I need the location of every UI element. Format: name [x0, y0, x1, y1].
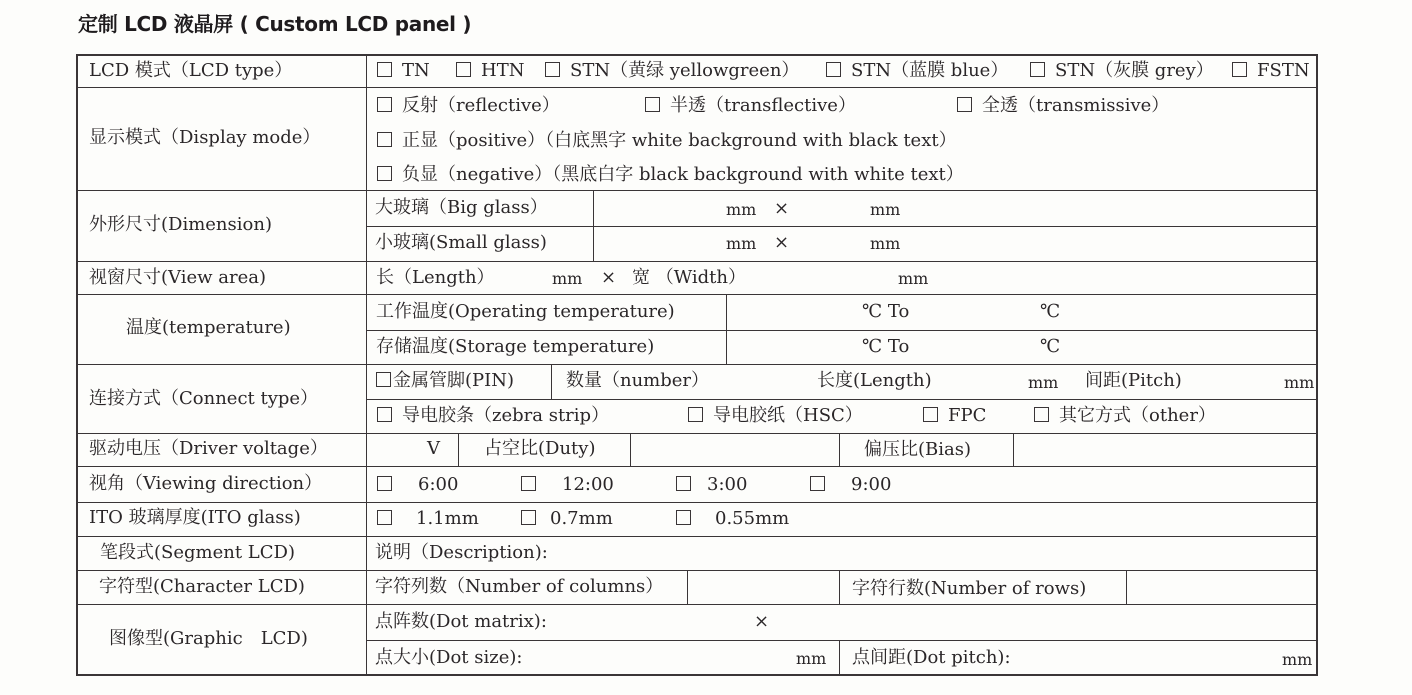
checkbox[interactable]: [810, 476, 825, 491]
checkbox[interactable]: [377, 510, 392, 525]
character-lcd-label: 字符型(Character LCD): [99, 576, 305, 597]
graphic-lcd-label: 图像型(Graphic LCD): [109, 628, 308, 649]
checkbox[interactable]: [377, 97, 392, 112]
checkbox[interactable]: [521, 510, 536, 525]
row-divider: [76, 502, 1318, 503]
viewing-12-00[interactable]: 12:00: [521, 474, 614, 496]
connect-type-label: 连接方式（Connect type）: [89, 388, 319, 409]
connect-number-label: 数量（number）: [566, 370, 710, 391]
checkbox[interactable]: [521, 476, 536, 491]
checkbox[interactable]: [1030, 62, 1045, 77]
big-glass-times: ×: [774, 198, 790, 219]
subrow-divider: [366, 226, 1318, 227]
small-glass-label: 小玻璃(Small glass): [375, 232, 547, 253]
lcd-type-stn-blue[interactable]: STN（蓝膜 blue）: [826, 60, 1008, 82]
display-mode-positive[interactable]: 正显（positive）（白底黑字 white background with black text）: [377, 130, 957, 152]
dot-size-label: 点大小(Dot size):: [375, 647, 523, 668]
view-width-label: 宽 （Width）: [632, 267, 747, 288]
connect-length-mm-unit: mm: [1028, 373, 1059, 392]
checkbox[interactable]: [1034, 407, 1049, 422]
view-length-label: 长（Length）: [376, 267, 495, 288]
checkbox[interactable]: [923, 407, 938, 422]
cell-divider: [839, 640, 840, 676]
row-divider: [76, 433, 1318, 434]
dot-pitch-label: 点间距(Dot pitch):: [852, 647, 1011, 668]
display-mode-negative[interactable]: 负显（negative）（黑底白字 black background with white text）: [377, 164, 964, 186]
view-area-times: ×: [601, 267, 617, 288]
connect-other[interactable]: 其它方式（other）: [1034, 405, 1216, 427]
ito-glass-label: ITO 玻璃厚度(ITO glass): [89, 507, 301, 528]
subrow-divider: [366, 640, 1318, 641]
dot-matrix-label: 点阵数(Dot matrix):: [375, 611, 547, 632]
connect-length-label: 长度(Length): [817, 370, 932, 391]
lcd-type-stn-grey[interactable]: STN（灰膜 grey）: [1030, 60, 1214, 82]
lcd-type-fstn[interactable]: FSTN: [1232, 60, 1310, 82]
lcd-type-label: LCD 模式（LCD type）: [89, 60, 293, 81]
row-divider: [76, 466, 1318, 467]
connect-zebra-strip[interactable]: 导电胶条（zebra strip）: [377, 405, 609, 427]
checkbox[interactable]: [376, 372, 391, 387]
storage-temp-to-unit: ℃: [1040, 336, 1061, 357]
cell-divider: [839, 433, 840, 466]
cell-divider: [630, 433, 631, 466]
dot-size-mm-unit: mm: [796, 649, 827, 668]
row-divider: [76, 604, 1318, 605]
lcd-type-tn[interactable]: TN: [377, 60, 430, 82]
viewing-3-00[interactable]: 3:00: [676, 474, 747, 496]
row-divider: [76, 87, 1318, 88]
cell-divider: [1013, 433, 1014, 466]
driver-voltage-unit: V: [427, 438, 440, 459]
checkbox[interactable]: [957, 97, 972, 112]
cell-divider: [839, 570, 840, 604]
viewing-9-00[interactable]: 9:00: [810, 474, 891, 496]
big-glass-mm-unit-2: mm: [870, 200, 901, 219]
column-divider: [366, 54, 367, 676]
small-glass-times: ×: [774, 232, 790, 253]
viewing-6-00[interactable]: 6:00: [377, 474, 458, 496]
checkbox[interactable]: [377, 476, 392, 491]
cell-divider: [687, 570, 688, 604]
storage-temp-from-unit: ℃ To: [862, 336, 910, 357]
connect-pitch-mm-unit: mm: [1284, 373, 1315, 392]
small-glass-mm-unit: mm: [726, 234, 757, 253]
temperature-label: 温度(temperature): [126, 317, 291, 338]
checkbox[interactable]: [377, 132, 392, 147]
row-divider: [76, 570, 1318, 571]
view-length-mm-unit: mm: [552, 269, 583, 288]
checkbox[interactable]: [377, 62, 392, 77]
cell-divider: [1126, 570, 1127, 604]
connect-pin[interactable]: 金属管脚(PIN): [376, 370, 514, 392]
ito-0-7mm[interactable]: 0.7mm: [521, 508, 613, 530]
cell-divider: [726, 294, 727, 364]
display-mode-transmissive[interactable]: 全透（transmissive）: [957, 95, 1169, 117]
cell-divider: [551, 364, 552, 399]
checkbox[interactable]: [456, 62, 471, 77]
dimension-label: 外形尺寸(Dimension): [89, 214, 272, 235]
checkbox[interactable]: [688, 407, 703, 422]
page-title: 定制 LCD 液晶屏 ( Custom LCD panel ): [78, 12, 472, 36]
display-mode-reflective[interactable]: 反射（reflective）: [377, 95, 560, 117]
row-divider: [76, 294, 1318, 295]
row-divider: [76, 364, 1318, 365]
viewing-direction-label: 视角（Viewing direction）: [89, 473, 323, 494]
checkbox[interactable]: [645, 97, 660, 112]
storage-temperature-label: 存储温度(Storage temperature): [376, 336, 655, 357]
ito-1-1mm[interactable]: 1.1mm: [377, 508, 479, 530]
checkbox[interactable]: [545, 62, 560, 77]
cell-divider: [593, 190, 594, 261]
driver-voltage-label: 驱动电压（Driver voltage）: [89, 438, 328, 459]
subrow-divider: [366, 330, 1318, 331]
row-divider: [76, 190, 1318, 191]
checkbox[interactable]: [676, 510, 691, 525]
connect-hsc[interactable]: 导电胶纸（HSC）: [688, 405, 863, 427]
dot-pitch-mm-unit: mm: [1282, 650, 1313, 669]
big-glass-label: 大玻璃（Big glass）: [375, 197, 548, 218]
display-mode-label: 显示模式（Display mode）: [89, 127, 321, 148]
display-mode-transflective[interactable]: 半透（transflective）: [645, 95, 856, 117]
character-rows-label: 字符行数(Number of rows): [852, 578, 1087, 599]
connect-pitch-label: 间距(Pitch): [1085, 370, 1182, 391]
dot-matrix-times: ×: [754, 611, 770, 632]
cell-divider: [458, 433, 459, 466]
view-area-label: 视窗尺寸(View area): [89, 267, 266, 288]
operating-temp-from-unit: ℃ To: [862, 301, 910, 322]
bias-label: 偏压比(Bias): [864, 439, 971, 460]
small-glass-mm-unit-2: mm: [870, 234, 901, 253]
operating-temperature-label: 工作温度(Operating temperature): [376, 301, 675, 322]
segment-description-label: 说明（Description):: [375, 542, 548, 563]
segment-lcd-label: 笔段式(Segment LCD): [100, 542, 295, 563]
checkbox[interactable]: [377, 166, 392, 181]
row-divider: [76, 536, 1318, 537]
operating-temp-to-unit: ℃: [1040, 301, 1061, 322]
ito-0-55mm[interactable]: 0.55mm: [676, 508, 789, 530]
checkbox[interactable]: [1232, 62, 1247, 77]
character-columns-label: 字符列数（Number of columns）: [375, 576, 664, 597]
checkbox[interactable]: [826, 62, 841, 77]
lcd-type-stn-yellowgreen[interactable]: STN（黄绿 yellowgreen）: [545, 60, 799, 82]
checkbox[interactable]: [676, 476, 691, 491]
lcd-type-htn[interactable]: HTN: [456, 60, 524, 82]
big-glass-mm-unit: mm: [726, 200, 757, 219]
subrow-divider: [366, 399, 1318, 400]
duty-label: 占空比(Duty): [484, 438, 596, 459]
connect-fpc[interactable]: FPC: [923, 405, 986, 427]
row-divider: [76, 261, 1318, 262]
view-width-mm-unit: mm: [898, 269, 929, 288]
checkbox[interactable]: [377, 407, 392, 422]
